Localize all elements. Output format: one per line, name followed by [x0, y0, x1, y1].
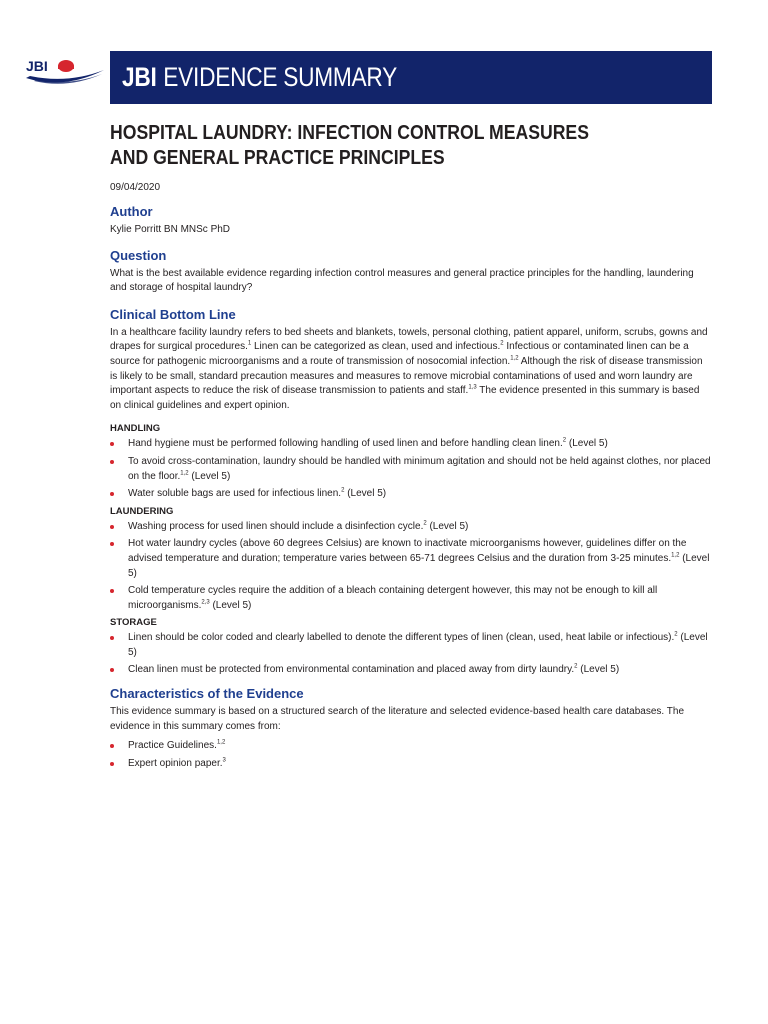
- bullet-icon: [110, 636, 114, 640]
- document-title: [110, 120, 712, 170]
- list-item: Water soluble bags are used for infectious linen.$^2$ (Level 5): [110, 487, 712, 502]
- bullet-icon: [110, 762, 114, 766]
- bullet-icon: [110, 492, 114, 496]
- bullet-icon: [110, 542, 114, 546]
- list-item: Expert opinion paper.$^3$: [110, 757, 712, 772]
- characteristics-intro: This evidence summary is based on a structured search of the literature and selected evidence-based health care databases. The evidence in this summary comes from:: [110, 706, 685, 732]
- logo-text: JBI: [26, 58, 48, 74]
- title-line-2: AND GENERAL PRACTICE PRINCIPLES: [110, 146, 445, 169]
- banner-label: EVIDENCE SUMMARY: [163, 62, 398, 92]
- list-item: Cold temperature cycles require the addition of a bleach containing detergent however, this may not be enough to kill all microorganisms.$^{2,3}$ (Level 5): [110, 584, 712, 613]
- bullet-icon: [110, 525, 114, 529]
- list-item: Washing process for used linen should include a disinfection cycle.$^2$ (Level 5): [110, 520, 712, 535]
- document-body: [110, 120, 712, 774]
- document-date: 09/04/2020: [110, 182, 161, 193]
- laundering-heading: LAUNDERING: [110, 505, 174, 517]
- author-text: Kylie Porritt BN MNSc PhD: [110, 224, 231, 235]
- banner-brand: JBI: [122, 62, 157, 92]
- list-item: Hot water laundry cycles (above 60 degrees Celsius) are known to inactivate microorganisms however, guidelines differ on the advised temperature and duration; temperature varies between 65-71 degrees Celsius and the duration from 3-25 minutes.$^{1,2}$ (Level 5): [110, 537, 712, 581]
- characteristics-heading: Characteristics of the Evidence: [110, 686, 304, 702]
- question-heading: Question: [110, 247, 167, 263]
- banner-title: [122, 62, 397, 93]
- list-item: Clean linen must be protected from environmental contamination and placed away from dirty laundry.$^2$ (Level 5): [110, 663, 712, 678]
- storage-list: [110, 631, 712, 678]
- list-item: Practice Guidelines.$^{1,2}$: [110, 739, 712, 754]
- handling-list: [110, 437, 712, 501]
- bullet-icon: [110, 589, 114, 593]
- question-text: What is the best available evidence regarding infection control measures and general practice principles for the handling, laundering and storage of hospital laundry?: [110, 267, 694, 294]
- laundering-list: [110, 520, 712, 614]
- list-item: Linen should be color coded and clearly labelled to denote the different types of linen (clean, used, heat labile or infectious).$^2$ (Level 5): [110, 631, 712, 660]
- bullet-icon: [110, 744, 114, 748]
- handling-heading: HANDLING: [110, 423, 161, 435]
- bullet-icon: [110, 442, 114, 446]
- jbi-logo: [24, 56, 106, 88]
- clinical-bottom-line-heading: Clinical Bottom Line: [110, 306, 236, 322]
- bullet-icon: [110, 460, 114, 464]
- list-item: To avoid cross-contamination, laundry should be handled with minimum agitation and should not be held against clothes, nor placed on the floor.$^{1,2}$ (Level 5): [110, 455, 712, 484]
- characteristics-list: [110, 739, 712, 771]
- clinical-bottom-line-text: In a healthcare facility laundry refers to bed sheets and blankets, towels, personal clothing, patient apparel, uniform, scrubs, gowns and drapes for surgical procedures.$^1$ Linen can be categorized as clean, used and infectious.$^2$ Infectious or contaminated linen can be a source for pathogenic microorganisms and a route of transmission of nosocomial infection.$^{1,2}$ Although the risk of disease transmission is likely to be small, standard precaution measures and measures to remove microbial contaminations of used and worn laundry are important aspects to reduce the risk of disease transmission to patients and staff.$^{1,3}$ The evidence presented in this summary is based on clinical guidelines and expert opinion.: [110, 326, 708, 411]
- list-item: Hand hygiene must be performed following handling of used linen and before handling clean linen.$^2$ (Level 5): [110, 437, 712, 452]
- storage-heading: STORAGE: [110, 617, 157, 629]
- bullet-icon: [110, 668, 114, 672]
- author-heading: Author: [110, 204, 153, 219]
- header-banner: [110, 51, 712, 104]
- title-line-1: HOSPITAL LAUNDRY: INFECTION CONTROL MEASURES: [110, 121, 589, 144]
